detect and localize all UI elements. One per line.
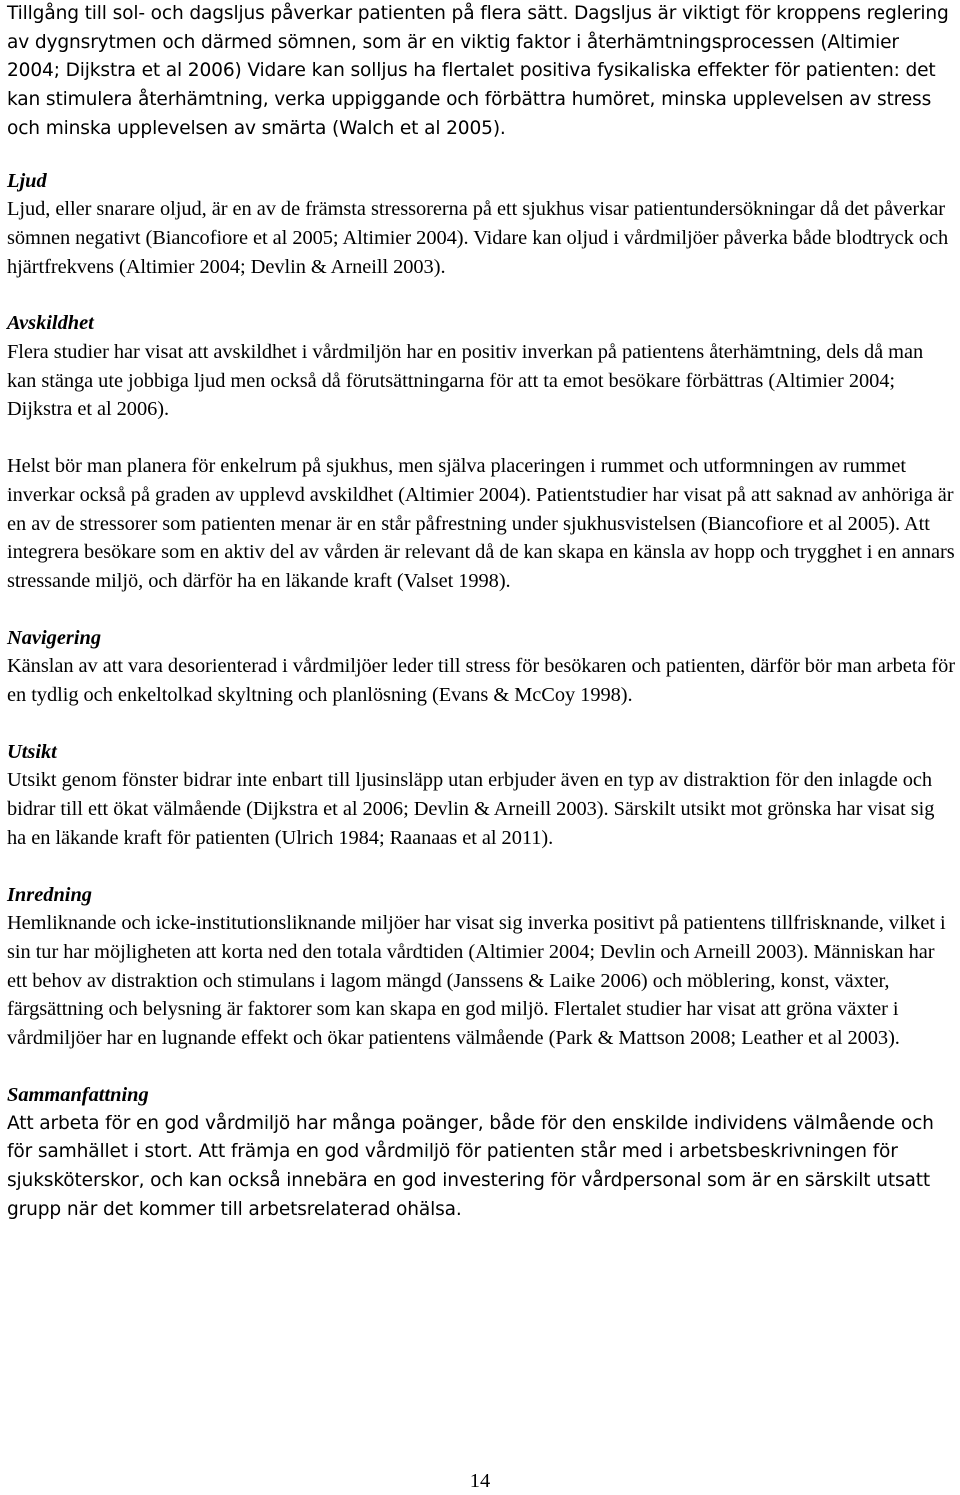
spacer [7, 1053, 957, 1081]
section-heading: Sammanfattning [7, 1083, 149, 1106]
section-paragraph: Helst bör man planera för enkelrum på sjukhus, men själva placeringen i rummet och utformningen av rummet inverkar också på graden av upplevd avskildhet (Altimier 2004). Patientstudier har visat på att saknad av anhöriga är en av de stressorer som patienten menar är en står påfrestning under sjukhusvistelsen (Biancofiore et al 2005). Att integrera besökare som en aktiv del av vården är relevant då de kan skapa en känsla av hopp och trygghet i en annars stressande miljö, och därför ha en läkande kraft (Valset 1998). [7, 455, 955, 592]
spacer [7, 144, 957, 167]
section-paragraph: Flera studier har visat att avskildhet i vårdmiljön har en positiv inverkan på patientens återhämtning, dels då man kan stänga ute jobbiga ljud men också då förutsättningarna för att ta emot besökare förbättras (Altimier 2004; Dijkstra et al 2006). [7, 341, 924, 421]
section-paragraph: Ljud, eller snarare oljud, är en av de främsta stressorerna på ett sjukhus visar patientundersökningar då det påverkar sömnen negativt (Biancofiore et al 2005; Altimier 2004). Vidare kan oljud i vårdmiljöer påverka både blodtryck och hjärtfrekvens (Altimier 2004; Devlin & Arneill 2003). [7, 198, 949, 278]
section-heading: Avskildhet [7, 312, 94, 335]
section-inredning [7, 881, 957, 1053]
section-heading: Utsikt [7, 740, 57, 763]
section-paragraph: Känslan av att vara desorienterad i vårdmiljöer leder till stress för besökaren och patienten, därför bör man arbeta för en tydlig och enkeltolkad skyltning och planlösning (Evans & McCoy 1998). [7, 655, 956, 707]
section-ljud [7, 167, 957, 282]
section-heading: Inredning [7, 883, 92, 906]
section-heading: Ljud [7, 169, 47, 192]
document-page [7, 0, 957, 1224]
intro-paragraph: Tillgång till sol- och dagsljus påverkar patienten på flera sätt. Dagsljus är viktigt för kroppens reglering av dygnsrytmen och därmed sömnen, som är en viktig faktor i återhämtningsprocessen (Altimier 2004; Dijkstra et al 2006) Vidare kan solljus ha flertalet positiva fysikaliska effekter för patienten: det kan stimulera återhämtning, verka uppiggande och förbättra humöret, minska upplevelsen av stress och minska upplevelsen av smärta (Walch et al 2005). [7, 3, 949, 139]
section-paragraph: Hemliknande och icke-institutionsliknande miljöer har visat sig inverka positivt på patientens tillfrisknande, vilket i sin tur har möjligheten att korta ned den totala vårdtiden (Altimier 2004; Devlin och Arneill 2003). Människan har ett behov av distraktion och stimulans i lagom mängd (Janssens & Laike 2006) och möblering, konst, växter, färgsättning och belysning är faktorer som kan skapa en god miljö. Flertalet studier har visat att gröna växter i vårdmiljöer har en lugnande effekt och ökar patientens välmående (Park & Mattson 2008; Leather et al 2003). [7, 912, 946, 1050]
section-heading: Navigering [7, 626, 102, 649]
section-avskildhet [7, 309, 957, 595]
section-sammanfattning [7, 1081, 957, 1225]
spacer [7, 424, 957, 452]
section-paragraph: Att arbeta för en god vårdmiljö har många poänger, både för den enskilde individens välmående och för samhället i stort. Att främja en god vårdmiljö för patienten står med i arbetsbeskrivningen för sjuksköterskor, och kan också innebära en god investering för vårdpersonal som är en särskilt utsatt grupp när det kommer till arbetsrelaterad ohälsa. [7, 1112, 934, 1220]
spacer [7, 281, 957, 309]
section-navigering [7, 624, 957, 710]
section-paragraph: Utsikt genom fönster bidrar inte enbart till ljusinsläpp utan erbjuder även en typ av distraktion för den inlagde och bidrar till ett ökat välmående (Dijkstra et al 2006; Devlin & Arneill 2003). Särskilt utsikt mot grönska har visat sig ha en läkande kraft för patienten (Ulrich 1984; Raanaas et al 2011). [7, 769, 935, 849]
section-utsikt [7, 738, 957, 853]
spacer [7, 710, 957, 738]
spacer [7, 596, 957, 624]
page-number: 14 [469, 1470, 491, 1492]
spacer [7, 853, 957, 881]
